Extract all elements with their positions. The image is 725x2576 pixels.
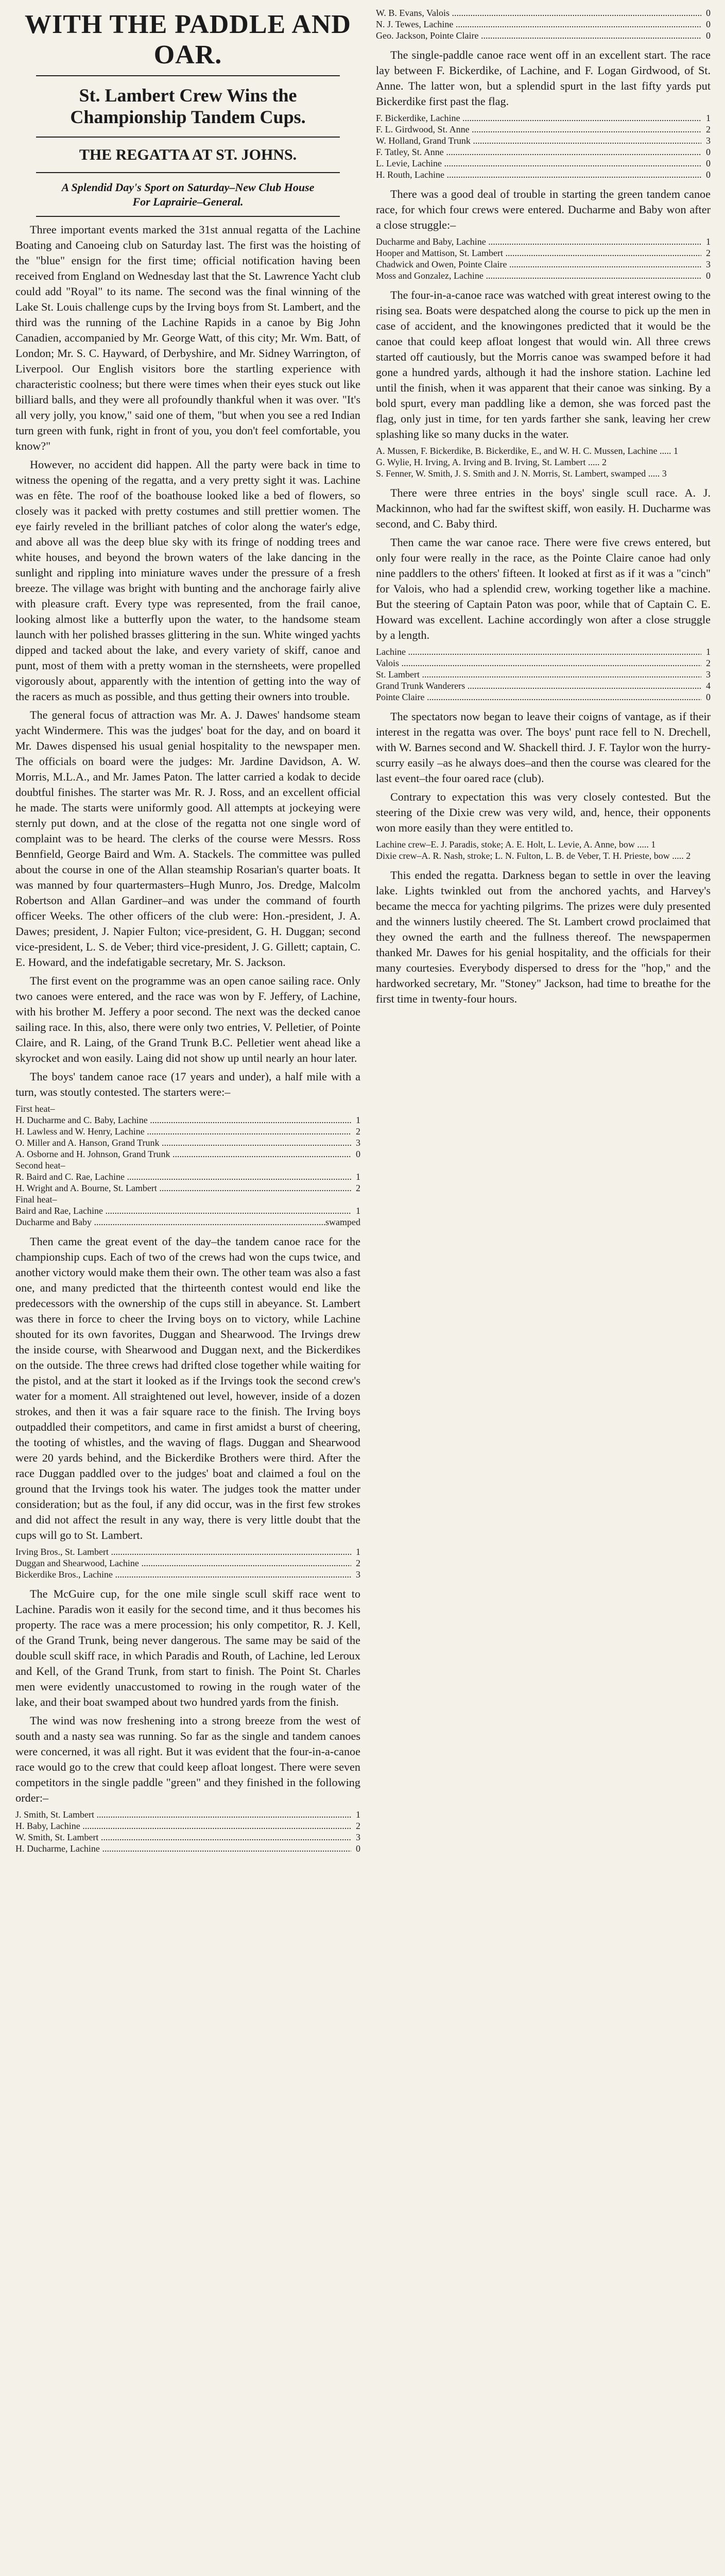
- result-name: Hooper and Mattison, St. Lambert .....: [376, 247, 701, 259]
- result-name: Grand Trunk Wanderers .....: [376, 680, 701, 691]
- result-name: Valois .....: [376, 657, 701, 669]
- divider: [36, 75, 340, 76]
- article-paragraph: The first event on the programme was an open canoe sailing race. Only two canoes were entered, and the race was won by F. Jeffery, of Lachine, with his brother M. Jeffery a poor second. The next was the decked canoe sailing race. In this, also, there were only two entries, V. Pelletier, of Pointe Claire, and R. Laing, of the Grand Trunk B.C. Pelletier went ahead like a skyrocket and won easily. Laing did not show up until nearly an hour later.: [15, 974, 360, 1065]
- result-position: 2: [356, 1126, 360, 1137]
- result-name: H. Ducharme and C. Baby, Lachine .....: [15, 1114, 351, 1126]
- result-name: W. B. Evans, Valois .....: [376, 7, 701, 19]
- result-position: 0: [706, 158, 711, 168]
- result-name: Ducharme and Baby, Lachine .....: [376, 236, 701, 247]
- result-position: 0: [356, 1149, 360, 1160]
- masthead: WITH THE PADDLE AND OAR.: [25, 10, 351, 70]
- result-position: 0: [706, 270, 711, 281]
- article-paragraph: The McGuire cup, for the one mile single scull skiff race went to Lachine. Paradis won it easily for the second time, and it thus becomes his property. The race was a mere procession; his only competitor, R. J. Kell, of the Grand Trunk, being never dangerous. The same may be said of the double scull skiff race, in which Paradis and Routh, of Lachine, led Leroux and Kell, of the Grand Trunk, from start to finish. The Point St. Charles men were evidently unaccustomed to rowing in the rough water of the lake, and their boat swamped about two hundred yards from the finish.: [15, 1587, 360, 1709]
- article-paragraph: Then came the war canoe race. There were five crews entered, but only four were really in the race, as the Pointe Claire canoe had only nine paddlers to the others' fifteen. It looked at first as if it was a "cinch" for Valois, who had a splendid crew, working together like a machine. But the steering of Captain Paton was poor, while that of Captain C. E. Howard was excellent. Lachine accordingly won after a close struggle by a length.: [376, 536, 711, 641]
- result-position: 2: [356, 1558, 360, 1569]
- result-name: Bickerdike Bros., Lachine .....: [15, 1569, 351, 1580]
- result-position: 3: [706, 259, 711, 269]
- result-name: Moss and Gonzalez, Lachine .....: [376, 270, 701, 281]
- article-paragraph: The four-in-a-canoe race was watched with great interest owing to the rising sea. Boats were despatched along the course to pick up the men in case of accident, and the knowingones predicted that it would be the canoe that could keep afloat longest that would win. All three crews started off cautiously, but the Morris canoe was swamped before it had gone a hundred yards, although it had the inshore station. Lachine led until the finish, when it was apparent that their canoe was sinking. By a bold spurt, every man paddling like a demon, she was forced past the flag, only just in time, for ten yards farther she sank, leaving her crew splashing like so many ducks in the water.: [376, 289, 711, 440]
- result-row: [376, 146, 711, 158]
- result-row: [15, 1809, 360, 1820]
- result-position: swamped: [325, 1217, 360, 1228]
- result-position: 3: [706, 669, 711, 680]
- result-row: [15, 1832, 360, 1843]
- result-name: L. Levie, Lachine .....: [376, 158, 701, 169]
- headline: St. Lambert Crew Wins the Championship Tandem Cups.: [70, 85, 306, 128]
- result-position: 1: [356, 1172, 360, 1182]
- result-row: [376, 158, 711, 169]
- result-name: Lachine .....: [376, 646, 701, 657]
- result-name: Geo. Jackson, Pointe Claire .....: [376, 30, 701, 41]
- article-paragraph: There was a good deal of trouble in starting the green tandem canoe race, for which four crews were entered. Ducharme and Baby won after a close struggle:–: [376, 188, 711, 231]
- result-row: [376, 259, 711, 270]
- result-position: 2: [356, 1821, 360, 1832]
- result-name: J. Smith, St. Lambert .....: [15, 1809, 351, 1820]
- result-position: 0: [706, 170, 711, 180]
- result-row: [15, 1843, 360, 1854]
- result-row: [376, 169, 711, 180]
- result-position: 1: [706, 113, 711, 123]
- green-results-list: [15, 1809, 360, 1854]
- result-name: W. Holland, Grand Trunk .....: [376, 135, 701, 146]
- result-row: [376, 646, 711, 657]
- result-name: Ducharme and Baby .....: [15, 1216, 325, 1228]
- heat-label: First heat–: [15, 1104, 55, 1114]
- result-position: 3: [706, 135, 711, 146]
- result-row: [15, 1137, 360, 1148]
- result-position: 0: [706, 30, 711, 41]
- results-list: [376, 7, 711, 41]
- article-paragraph: Contrary to expectation this was very closely contested. But the steering of the Dixie crew was very wild, and, hence, their opponents won more easily than they were entitled to.: [376, 790, 711, 834]
- result-row: [15, 1126, 360, 1137]
- result-position: 1: [356, 1547, 360, 1557]
- result-row: [376, 247, 711, 259]
- article-paragraph: The single-paddle canoe race went off in an excellent start. The race lay between F. Bickerdike, of Lachine, and F. Logan Girdwood, of St. Anne. The latter won, but a splendid spurt in the last fifty yards put Bickerdike first past the flag.: [376, 48, 711, 108]
- result-name: H. Wright and A. Bourne, St. Lambert .....: [15, 1182, 351, 1194]
- result-name: A. Osborne and H. Johnson, Grand Trunk .....: [15, 1148, 351, 1160]
- heat-label: Second heat–: [15, 1160, 65, 1171]
- result-row: [15, 1182, 360, 1194]
- left-column: [15, 0, 360, 1860]
- result-name: St. Lambert .....: [376, 669, 701, 680]
- result-row: [15, 1148, 360, 1160]
- article-paragraph: The general focus of attraction was Mr. A. J. Dawes' handsome steam yacht Windermere. This was the judges' boat for the day, and on board it Mr. Dawes dispensed his usual genial hospitality to the newspaper men. The officials on board were the judges: Mr. Jardine Davidson, A. W. Morris, M.L.A., and Mr. James Paton. The latter carried a kodak to decide doubtful finishes. The starter was Mr. R. J. Ross, and an excellent official he made. The starts were uniformly good. All attempts at jockeying were sternly put down, and at the close of the regatta not one single word of complaint was to be heard. The clerks of the course were Messrs. Ross Bennfield, George Baird and Wm. A. Stackels. The committee was pulled about the course in one of the Allan steamship Rosarian's quarter boats. It was manned by four quartermasters–Hugh Munro, Jos. Dredge, Malcolm Robertson and Allan Gardiner–and was under the command of fourth officer Weeks. The other officers of the club were: Hon.-president, J. A. Dawes; president, J. Napier Fulton; vice-president, G. H. Duggan; second vice-president, L. S. de Veber; third vice-president, J. G. Gillett; captain, C. E. Howard, and the indefatigable secretary, Mr. S. Jackson.: [15, 708, 360, 969]
- result-name: W. Smith, St. Lambert .....: [15, 1832, 351, 1843]
- boys-results-list: [15, 1103, 360, 1228]
- crew-results: [376, 445, 711, 479]
- result-position: 2: [706, 248, 711, 258]
- result-name: O. Miller and A. Hanson, Grand Trunk .....: [15, 1137, 351, 1148]
- result-position: 1: [706, 647, 711, 657]
- article-paragraph: There were three entries in the boys' single scull race. A. J. Mackinnon, who had far the swiftest skiff, won easily. H. Ducharme was second, and C. Baby third.: [376, 486, 711, 530]
- result-name: Irving Bros., St. Lambert .....: [15, 1546, 351, 1557]
- result-row: [15, 1820, 360, 1832]
- result-position: 1: [356, 1206, 360, 1216]
- crew-line: G. Wylie, H. Irving, A. Irving and B. Irving, St. Lambert ..... 2: [376, 457, 607, 467]
- result-name: Baird and Rae, Lachine .....: [15, 1205, 351, 1216]
- result-name: Duggan and Shearwood, Lachine .....: [15, 1557, 351, 1569]
- article-paragraph: However, no accident did happen. All the party were back in time to witness the opening of the regatta, and a very pretty sight it was. Lachine was en fête. The roof of the boathouse looked like a bed of flowers, so closely was it packed with pretty costumes and still prettier women. The eye fairly reveled in the brilliant patches of color along the water's edge, and above all was the deep blue sky with its fringe of nodding trees and white houses, and beyond the brown waters of the lake dancing in the sunlight and rippling into miniature waves under the pressure of a fresh breeze. The village was bright with bunting and the anchorage fairly alive with pleasure craft. Every type was represented, from the frail canoe, looking almost like a butterfly upon the water, to the handsome steam launch with her polished brasses glittering in the sun. White winged yachts dipped and tacked about the lake, and every variety of skiff, canoe and punt, most of them with a pretty woman in the sternsheets, were propelled vigorously about, apparently with the intention of getting into the way of the racers as much as possible, and thus getting their owners into trouble.: [15, 458, 360, 703]
- result-row: [15, 1557, 360, 1569]
- subheadline: THE REGATTA AT ST. JOHNS.: [79, 146, 297, 163]
- result-position: 2: [706, 124, 711, 134]
- heat-label: Final heat–: [15, 1194, 57, 1205]
- crew-line: Lachine crew–E. J. Paradis, stoke; A. E. Holt, L. Levie, A. Anne, bow ..... 1: [376, 839, 656, 850]
- article-paragraph: Then came the great event of the day–the tandem canoe race for the championship cups. Each of two of the crews had won the cups twice, and another victory would make them their own. The other team was also a fast one, and many predicted that the thirteenth contest would end like the predecessors with the ownership of the cups still in abeyance. St. Lambert was there in force to cheer the Irving boys on to victory, while Lachine shouted for its own favorites, Duggan and Shearwood. The Irvings drew the inside course, with Shearwood and Duggan next, and the Bickerdikes on the outside. The three crews had drifted close together while waiting for the pistol, and at the start it looked as if the Irvings took the second crew's water for a moment. All straightened out level, however, inside of a dozen strokes, and then it was a fair square race to the finish. The Irving boys outpaddled their competitors, and came in first amidst a burst of cheering, the tooting of whistles, and the waving of flags. Duggan and Shearwood were 20 yards behind, and the Bickerdike Brothers were third. After the race Duggan paddled over to the judges' boat and claimed a foul on the ground that the Irvings took his water. The judges took the matter under consideration; but as the foul, if any did occur, was in the first few strokes and did not affect the result in any way, there is very little doubt that the cups will go to St. Lambert.: [15, 1235, 360, 1542]
- result-row: [376, 135, 711, 146]
- result-row: [376, 236, 711, 247]
- championship-results-list: [15, 1546, 360, 1580]
- result-position: 2: [356, 1183, 360, 1194]
- result-position: 4: [706, 681, 711, 691]
- result-name: Chadwick and Owen, Pointe Claire .....: [376, 259, 701, 270]
- result-row: [376, 680, 711, 691]
- result-position: 3: [356, 1832, 360, 1843]
- result-position: 3: [356, 1138, 360, 1148]
- result-name: Pointe Claire .....: [376, 691, 701, 703]
- result-row: [15, 1114, 360, 1126]
- crew-line: Dixie crew–A. R. Nash, stroke; L. N. Fulton, L. B. de Veber, T. H. Prieste, bow ..... 2: [376, 851, 691, 861]
- crew-line: A. Mussen, F. Bickerdike, B. Bickerdike, E., and W. H. C. Mussen, Lachine ..... 1: [376, 446, 678, 456]
- result-position: 0: [356, 1843, 360, 1854]
- result-row: [376, 270, 711, 281]
- article-paragraph: The spectators now began to leave their coigns of vantage, as if their interest in the regatta was over. The boys' punt race fell to N. Drechell, with W. Barnes second and W. Shackell third. J. F. Taylor won the hurry-scurry easily –as he always does–and then the course was cleared for the last event–the four oared race (club).: [376, 710, 711, 785]
- divider: [36, 172, 340, 173]
- crew-results: [376, 839, 711, 861]
- result-position: 0: [706, 19, 711, 29]
- result-row: [376, 669, 711, 680]
- result-position: 1: [356, 1809, 360, 1820]
- result-position: 1: [706, 236, 711, 247]
- article-paragraph: Three important events marked the 31st annual regatta of the Lachine Boating and Canoeing club on Saturday last. The first was the hoisting of the "blue" ensign for the first time; official notification having been received from England on Wednesday last that the St. Lawrence Yacht club could add "Royal" to its name. The second was the final winning of the Lake St. Louis challenge cups by the Irving boys from St. Lambert, and the third was the running of the Lachine Rapids in a canoe by Big John Canadien, accompanied by Mr. George Watt, of this city; Mr. Wm. Batt, of London; Mr. S. C. Hayward, of Derbyshire, and Mr. Sidney Warrington, of Liverpool. Our English visitors bore the startling experience with characteristic coolness; but there were times when their eyes stuck out like billiard balls, and they were all profoundly thankful when it was over. "It's all very jolly, you know," said one of them, "but when you see a red Indian turn green with funk, right in front of you, you don't feel comfortable, you know?": [15, 223, 360, 453]
- result-name: H. Baby, Lachine .....: [15, 1820, 351, 1832]
- result-row: [376, 691, 711, 703]
- deck: A Splendid Day's Sport on Saturday–New Club House For Laprairie–General.: [61, 181, 315, 208]
- result-name: F. Tatley, St. Anne .....: [376, 146, 701, 158]
- right-column: [376, 0, 711, 1010]
- result-name: H. Routh, Lachine .....: [376, 169, 701, 180]
- divider: [36, 137, 340, 138]
- result-row: [376, 7, 711, 19]
- result-position: 0: [706, 692, 711, 702]
- result-position: 3: [356, 1569, 360, 1580]
- result-row: [376, 657, 711, 669]
- result-name: R. Baird and C. Rae, Lachine .....: [15, 1171, 351, 1182]
- result-row: [376, 19, 711, 30]
- article-paragraph: The boys' tandem canoe race (17 years and under), a half mile with a turn, was stoutly contested. The starters were:–: [15, 1070, 360, 1099]
- result-row: [376, 30, 711, 41]
- result-row: [15, 1546, 360, 1557]
- result-row: [15, 1171, 360, 1182]
- results-list: [376, 646, 711, 703]
- result-name: H. Lawless and W. Henry, Lachine .....: [15, 1126, 351, 1137]
- result-position: 0: [706, 147, 711, 157]
- result-row: [376, 124, 711, 135]
- result-name: F. Bickerdike, Lachine .....: [376, 112, 701, 124]
- result-name: F. L. Girdwood, St. Anne .....: [376, 124, 701, 135]
- result-position: 1: [356, 1115, 360, 1126]
- result-name: N. J. Tewes, Lachine .....: [376, 19, 701, 30]
- result-position: 2: [706, 658, 711, 668]
- result-row: [376, 112, 711, 124]
- divider: [36, 216, 340, 217]
- crew-line: S. Fenner, W. Smith, J. S. Smith and J. N. Morris, St. Lambert, swamped ..... 3: [376, 468, 667, 479]
- results-list: [376, 112, 711, 180]
- result-row: [15, 1216, 360, 1228]
- result-name: H. Ducharme, Lachine .....: [15, 1843, 351, 1854]
- result-position: 0: [706, 8, 711, 18]
- article-paragraph: This ended the regatta. Darkness began to settle in over the leaving lake. Lights twinkled out from the anchored yachts, and Harvey's became the mecca for yachting pilgrims. The prizes were duly presented and the winners lustily cheered. The St. Lambert crowd proclaimed that they owned the earth and the fullness thereof. The newspapermen thanked Mr. Dawes for his genial hospitality, and the officials for their many courtesies. Everybody dispersed to dress for the "hop," and the hardworked secretary, Mr. "Stoney" Jackson, had time to breathe for the first time in twenty-four hours.: [376, 869, 711, 1005]
- result-row: [15, 1569, 360, 1580]
- results-list: [376, 236, 711, 281]
- article-paragraph: The wind was now freshening into a strong breeze from the west of south and a nasty sea was running. So far as the single and tandem canoes were concerned, it was all right. But it was evident that the four-in-a-canoe race would go to the crew that could keep afloat longest. There were seven competitors in the single paddle "green" and they finished in the following order:–: [15, 1714, 360, 1805]
- result-row: [15, 1205, 360, 1216]
